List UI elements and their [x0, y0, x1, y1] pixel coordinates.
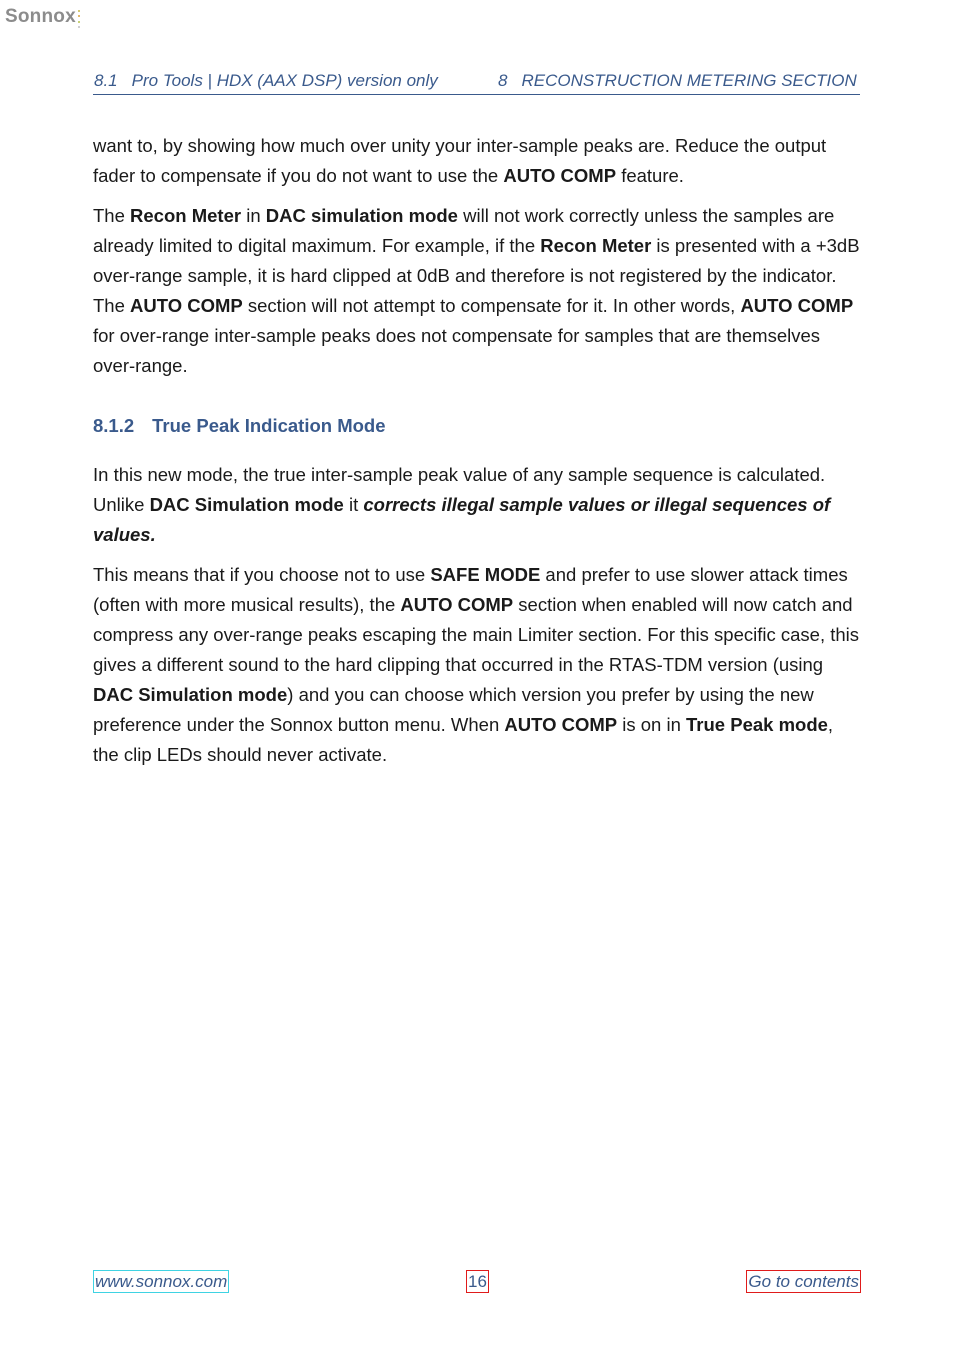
bold-term: DAC Simulation mode [93, 684, 288, 705]
logo-dots-icon [78, 10, 80, 28]
paragraph-2 [93, 201, 863, 381]
bold-term: AUTO COMP [400, 594, 514, 615]
text-run: will not work correctly unless the samples are already limited to digital maximum. For example, if the [93, 205, 835, 256]
text-run: , the clip LEDs should never activate. [93, 714, 834, 765]
page-content [93, 131, 863, 780]
text-run: and prefer to use slower attack times (often with more musical results), the [93, 564, 848, 615]
page-number-link[interactable]: 16 [468, 1272, 487, 1291]
page-footer [93, 1270, 861, 1294]
text-run: The [93, 205, 131, 226]
bold-term: DAC simulation mode [265, 205, 458, 226]
header-right-title: RECONSTRUCTION METERING SECTION [521, 71, 857, 90]
text-run: ) and you can choose which version you prefer by using the new preference under the Sonnox button menu. When [93, 684, 814, 735]
bold-term: Recon Meter [130, 205, 242, 226]
bold-term: AUTO COMP [130, 295, 243, 316]
bold-term: AUTO COMP [740, 295, 854, 316]
bold-term: Recon Meter [540, 235, 652, 256]
bold-italic-emphasis: corrects illegal sample values or illegal sequences of values. [93, 494, 831, 545]
section-heading [93, 412, 863, 440]
bold-term: True Peak mode [686, 714, 828, 735]
header-section-right [498, 71, 857, 91]
website-link[interactable]: www.sonnox.com [95, 1272, 228, 1291]
text-run: is on in [617, 714, 687, 735]
logo-dot [78, 10, 80, 12]
page-header [93, 70, 860, 95]
text-run: section will not attempt to compensate for it. In other words, [242, 295, 741, 316]
header-section-left [94, 71, 438, 91]
logo-text: Sonnox [5, 6, 76, 27]
bold-term: SAFE MODE [430, 564, 541, 585]
text-run: for over-range inter-sample peaks does not compensate for samples that are themselves over-range. [93, 325, 821, 376]
go-to-contents-link[interactable]: Go to contents [748, 1272, 859, 1291]
text-run: This means that if you choose not to use [93, 564, 431, 585]
section-title: True Peak Indication Mode [152, 415, 386, 436]
bold-term: AUTO COMP [503, 165, 617, 186]
logo-dot [78, 15, 80, 17]
sonnox-logo [5, 6, 80, 30]
text-run: is presented with a +3dB over-range sample, it is hard clipped at 0dB and therefore is not registered by the indicator. The [93, 235, 860, 316]
text-run: it [343, 494, 364, 515]
header-left-number: 8.1 [94, 71, 118, 90]
header-left-title: Pro Tools | HDX (AAX DSP) version only [131, 71, 438, 90]
text-run: want to, by showing how much over unity your inter-sample peaks are. Reduce the output fader to compensate if you do not want to use the [93, 135, 827, 186]
header-right-number: 8 [498, 71, 508, 90]
text-run: in [241, 205, 266, 226]
logo-dot [78, 21, 80, 23]
bold-term: AUTO COMP [504, 714, 618, 735]
paragraph-3 [93, 460, 863, 550]
text-run: In this new mode, the true inter-sample peak value of any sample sequence is calculated. Unlike [93, 464, 826, 515]
logo-dot [78, 26, 80, 28]
section-number: 8.1.2 [93, 415, 135, 436]
paragraph-1 [93, 131, 863, 191]
paragraph-4 [93, 560, 863, 770]
text-run: section when enabled will now catch and compress any over-range peaks escaping the main Limiter section. For this specific case, this gives a different sound to the hard clipping that occurred in the RTAS-TDM version (using [93, 594, 860, 675]
bold-term: DAC Simulation mode [149, 494, 344, 515]
text-run: feature. [616, 165, 684, 186]
